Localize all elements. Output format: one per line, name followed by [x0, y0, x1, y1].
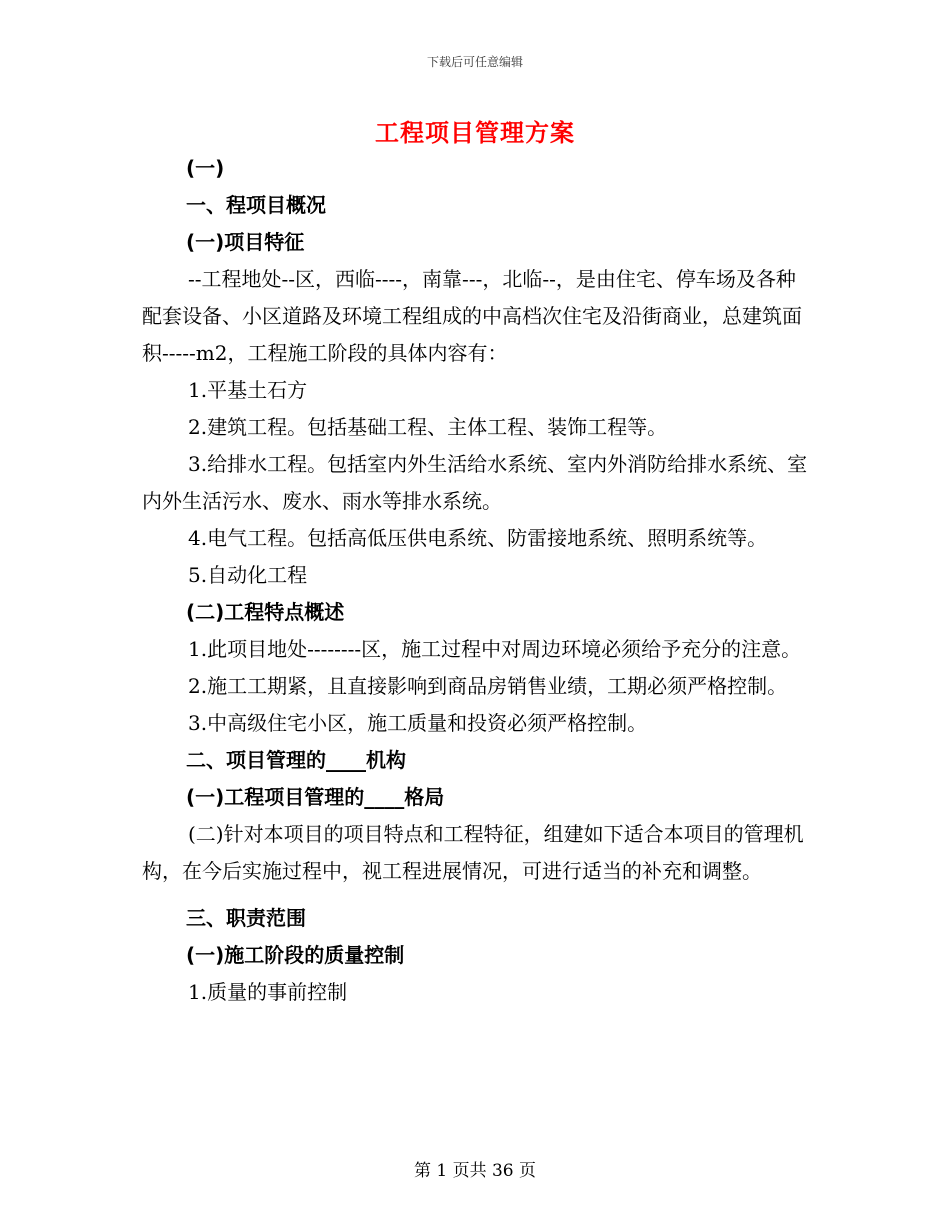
list-item: 1.质量的事前控制 [188, 980, 348, 1004]
page-header: 下载后可任意编辑 [426, 55, 523, 69]
document-body [142, 150, 812, 1011]
paragraph-organization-description: (二)针对本项目的项目特点和工程特征，组建如下适合本项目的管理机构，在今后实施过程中，视工程进展情况，可进行适当的补充和调整。 [142, 822, 804, 883]
subheading-project-features: (一)项目特征 [186, 230, 305, 254]
list-item: 3.中高级住宅小区，施工质量和投资必须严格控制。 [188, 711, 648, 735]
subheading-engineering-features: (二)工程特点概述 [186, 600, 345, 624]
list-item: 5.自动化工程 [188, 563, 308, 587]
list-item: 1.平基土石方 [188, 378, 308, 402]
heading-management-organization: 二、项目管理的____机构 [186, 748, 406, 772]
heading-project-overview: 一、程项目概况 [186, 193, 326, 217]
heading-responsibilities: 三、职责范围 [186, 906, 306, 930]
subheading-quality-control: (一)施工阶段的质量控制 [186, 943, 405, 967]
document-title: 工程项目管理方案 [375, 118, 575, 147]
list-item: 2.施工工期紧，且直接影响到商品房销售业绩，工期必须严格控制。 [188, 674, 788, 698]
page-footer: 第 1 页共 36 页 [413, 1161, 537, 1181]
list-item: 4.电气工程。包括高低压供电系统、防雷接地系统、照明系统等。 [188, 526, 768, 550]
paragraph-section-label: (一) [186, 156, 225, 180]
list-item: 1.此项目地处--------区，施工过程中对周边环境必须给予充分的注意。 [188, 637, 802, 661]
list-item: 2.建筑工程。包括基础工程、主体工程、装饰工程等。 [188, 415, 668, 439]
paragraph-project-description: --工程地处--区，西临----，南靠---，北临--，是由住宅、停车场及各种配套设备、小区道路及环境工程组成的中高档次住宅及沿街商业，总建筑面积-----m2，工程施工阶段的具体内容有： [142, 267, 802, 365]
list-item: 3.给排水工程。包括室内外生活给水系统、室内外消防给排水系统、室内外生活污水、废水、雨水等排水系统。 [142, 452, 808, 513]
subheading-management-structure: (一)工程项目管理的____格局 [186, 785, 445, 809]
